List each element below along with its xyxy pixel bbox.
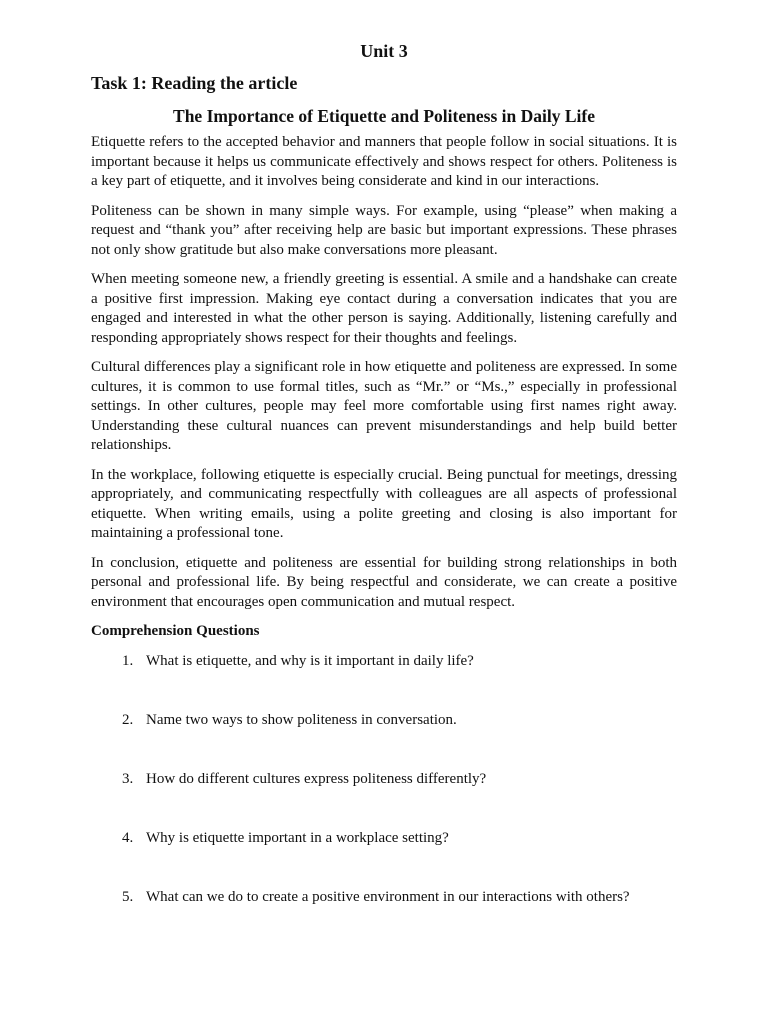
- question-item: [91, 711, 677, 731]
- article-body: [91, 133, 677, 612]
- unit-title: Unit 3: [360, 41, 408, 61]
- question-number: 5.: [122, 888, 134, 905]
- article-paragraph: When meeting someone new, a friendly greeting is essential. A smile and a handshake can create a positive first impression. Making eye contact during a conversation indicates that you are engaged and interested in what the other person is saying. Additionally, listening carefully and responding appropriately shows respect for their thoughts and feelings.: [91, 271, 677, 346]
- question-number: 2.: [122, 711, 134, 728]
- question-text: Why is etiquette important in a workplace setting?: [146, 829, 449, 846]
- question-text: What can we do to create a positive environment in our interactions with others?: [146, 888, 630, 905]
- question-text: Name two ways to show politeness in conversation.: [146, 711, 457, 728]
- article-title: The Importance of Etiquette and Politeness in Daily Life: [173, 106, 595, 126]
- question-text: What is etiquette, and why is it important in daily life?: [146, 652, 474, 669]
- comprehension-question-list: [91, 652, 677, 908]
- article-paragraph: Etiquette refers to the accepted behavior and manners that people follow in social situations. It is important because it helps us communicate effectively and shows respect for others. Politeness is a key part of etiquette, and it involves being considerate and kind in our interactions.: [91, 134, 677, 189]
- article-paragraph: Politeness can be shown in many simple ways. For example, using “please” when making a request and “thank you” after receiving help are basic but important expressions. These phrases not only show gratitude but also make conversations more pleasant.: [91, 202, 677, 258]
- question-text: How do different cultures express politeness differently?: [146, 770, 487, 787]
- question-number: 3.: [122, 770, 134, 787]
- question-item: [91, 770, 677, 790]
- question-item: [91, 888, 677, 908]
- task-title: Task 1: Reading the article: [91, 73, 298, 93]
- article-paragraph: Cultural differences play a significant role in how etiquette and politeness are expressed. In some cultures, it is common to use formal titles, such as “Mr.” or “Ms.,” especially in professional settings. In other cultures, people may feel more comfortable using first names right away. Understanding these cultural nuances can prevent misunderstandings and help build better relationships.: [91, 359, 677, 453]
- comprehension-heading: Comprehension Questions: [91, 623, 260, 639]
- question-item: [91, 829, 677, 849]
- question-number: 1.: [122, 652, 134, 669]
- question-item: [91, 652, 677, 672]
- question-number: 4.: [122, 829, 134, 846]
- article-paragraph: In the workplace, following etiquette is especially crucial. Being punctual for meetings, dressing appropriately, and communicating respectfully with colleagues are all aspects of professional etiquette. When writing emails, using a polite greeting and closing is also important for maintaining a professional tone.: [91, 466, 677, 541]
- article-paragraph: In conclusion, etiquette and politeness are essential for building strong relationships in both personal and professional life. By being respectful and considerate, we can create a positive environment that encourages open communication and mutual respect.: [91, 554, 677, 610]
